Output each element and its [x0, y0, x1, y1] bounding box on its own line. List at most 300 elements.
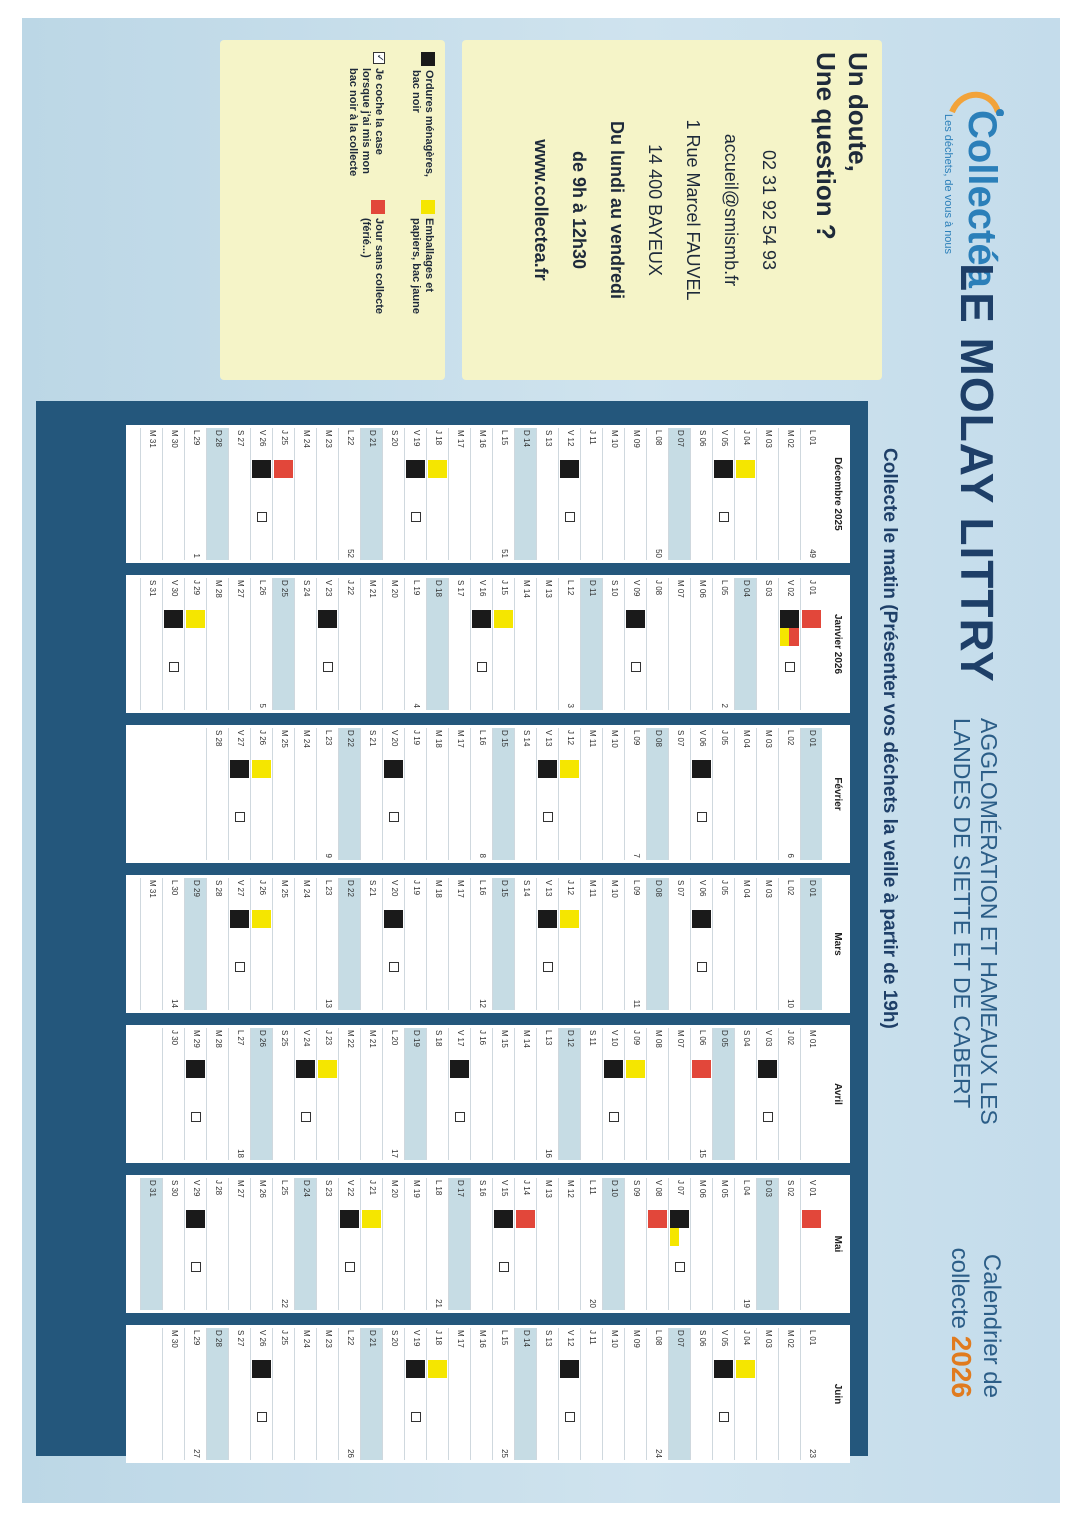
day-row [734, 878, 756, 1010]
day-label: M 25 [280, 730, 289, 748]
day-row [272, 1028, 294, 1160]
day-row [140, 428, 162, 560]
black-bin-mark [230, 760, 249, 778]
day-row [580, 578, 602, 710]
day-list [140, 1178, 822, 1310]
day-row [580, 1028, 602, 1160]
day-row [668, 1178, 690, 1310]
day-row [624, 578, 646, 710]
day-label: J 26 [258, 880, 267, 896]
day-row [294, 1328, 316, 1460]
logo-word: Collectéa [960, 110, 1004, 288]
day-label: M 11 [588, 730, 597, 748]
day-label: J 28 [214, 1180, 223, 1196]
week-number: 22 [280, 1299, 289, 1308]
day-row [536, 1328, 558, 1460]
day-row [756, 1328, 778, 1460]
yellow-bin-mark [318, 1060, 337, 1078]
day-label: S 24 [302, 580, 311, 597]
legend-red [359, 200, 385, 328]
day-label: L 23 [324, 880, 333, 896]
black-bin-mark [538, 760, 557, 778]
day-label: L 06 [698, 1030, 707, 1046]
day-row [272, 428, 294, 560]
legend-red-text: Jour sans collecte (férié...) [360, 218, 385, 314]
black-bin-mark [186, 1060, 205, 1078]
day-row [250, 1328, 272, 1460]
day-label: M 04 [742, 730, 751, 748]
day-row [206, 1028, 228, 1160]
day-label: M 13 [544, 580, 553, 598]
day-row [228, 1028, 250, 1160]
day-label: V 05 [720, 1330, 729, 1347]
day-row [426, 728, 448, 860]
day-row [272, 878, 294, 1010]
question-line-1: Un doute, [843, 52, 873, 172]
yellow-bin-mark [670, 1228, 679, 1246]
day-row [800, 428, 822, 560]
day-label: J 19 [412, 730, 421, 746]
day-label: S 21 [368, 880, 377, 897]
collection-checkbox[interactable] [543, 812, 553, 822]
holiday-mark [648, 1210, 667, 1228]
yellow-bin-mark [362, 1210, 381, 1228]
week-number: 49 [808, 549, 817, 558]
collection-checkbox[interactable] [169, 662, 179, 672]
day-label: M 31 [148, 430, 157, 448]
day-label: M 20 [390, 1180, 399, 1198]
day-row [646, 428, 668, 560]
day-row [602, 1178, 624, 1310]
week-number: 11 [632, 999, 641, 1008]
collection-checkbox[interactable] [697, 962, 707, 972]
rotated-page [22, 18, 1060, 1503]
day-label: M 24 [302, 1330, 311, 1348]
day-row [184, 1028, 206, 1160]
day-label: S 17 [456, 580, 465, 597]
day-row [360, 1328, 382, 1460]
black-bin-mark [692, 910, 711, 928]
calendar-grid [36, 401, 868, 1456]
day-row [316, 1028, 338, 1160]
collection-checkbox[interactable] [301, 1112, 311, 1122]
day-row [272, 1328, 294, 1460]
day-row [316, 1328, 338, 1460]
day-row [382, 878, 404, 1010]
day-label: S 31 [148, 580, 157, 597]
day-row [426, 428, 448, 560]
black-bin-mark [494, 1210, 513, 1228]
day-row [382, 1028, 404, 1160]
yellow-bin-mark [252, 910, 271, 928]
week-number: 20 [588, 1299, 597, 1308]
day-row [382, 428, 404, 560]
day-row [668, 1328, 690, 1460]
day-row [646, 1028, 668, 1160]
collection-checkbox[interactable] [763, 1112, 773, 1122]
week-number: 52 [346, 549, 355, 558]
day-label: M 03 [764, 880, 773, 898]
day-label: L 30 [170, 880, 179, 896]
day-label: S 30 [170, 1180, 179, 1197]
day-row [316, 878, 338, 1010]
day-label: M 07 [676, 1030, 685, 1048]
day-row [602, 428, 624, 560]
collection-checkbox[interactable] [785, 662, 795, 672]
contact-email: accueil@smismb.fr [721, 133, 741, 287]
black-bin-mark [538, 910, 557, 928]
day-label: J 04 [742, 430, 751, 446]
day-row [272, 578, 294, 710]
day-label: V 10 [610, 1030, 619, 1047]
day-label: M 09 [632, 430, 641, 448]
collection-checkbox[interactable] [323, 662, 333, 672]
day-row [778, 428, 800, 560]
calendar-year: 2026 [946, 1335, 977, 1398]
day-row [206, 1328, 228, 1460]
day-row [536, 578, 558, 710]
day-row [338, 1328, 360, 1460]
black-bin-mark [692, 760, 711, 778]
day-row [162, 1178, 184, 1310]
day-row [492, 878, 514, 1010]
contact-phone: 02 31 92 54 93 [759, 149, 779, 271]
black-bin-mark [230, 910, 249, 928]
day-row [778, 1028, 800, 1160]
day-label: M 10 [610, 1330, 619, 1348]
day-label: S 23 [324, 1180, 333, 1197]
day-row [228, 1328, 250, 1460]
day-label: D 11 [588, 580, 597, 597]
collection-checkbox[interactable] [543, 962, 553, 972]
day-row [558, 1328, 580, 1460]
day-label: M 22 [346, 1030, 355, 1048]
day-label: L 11 [588, 1180, 597, 1195]
day-label: V 20 [390, 730, 399, 747]
day-list [140, 878, 822, 1010]
day-label: M 27 [236, 1180, 245, 1198]
day-row [778, 578, 800, 710]
day-row [800, 728, 822, 860]
yellow-bin-mark [736, 1360, 755, 1378]
day-label: S 21 [368, 730, 377, 747]
day-row [580, 728, 602, 860]
day-label: D 01 [808, 880, 817, 897]
day-row [624, 1328, 646, 1460]
day-label: M 01 [808, 1030, 817, 1048]
legend-panel [220, 40, 445, 380]
day-label: V 06 [698, 880, 707, 897]
day-label: J 05 [720, 730, 729, 746]
day-row [162, 578, 184, 710]
day-label: V 16 [478, 580, 487, 597]
day-list [162, 1028, 822, 1160]
day-label: D 18 [434, 580, 443, 597]
legend-black-text: Ordures ménagères, bac noir [410, 70, 435, 177]
holiday-mark [692, 1060, 711, 1078]
day-row [602, 578, 624, 710]
black-bin-mark [318, 610, 337, 628]
day-label: M 28 [214, 580, 223, 598]
day-row [404, 578, 426, 710]
day-row [294, 1178, 316, 1310]
collection-checkbox[interactable] [191, 1112, 201, 1122]
day-row [294, 1028, 316, 1160]
day-label: M 31 [148, 880, 157, 898]
day-label: D 08 [654, 880, 663, 897]
day-label: S 09 [632, 1180, 641, 1197]
week-number: 9 [324, 853, 333, 858]
collection-checkbox[interactable] [411, 1412, 421, 1422]
yellow-bin-mark [494, 610, 513, 628]
day-row [294, 728, 316, 860]
day-row [514, 1178, 536, 1310]
collection-checkbox[interactable] [631, 662, 641, 672]
day-label: V 20 [390, 880, 399, 897]
day-label: M 29 [192, 1030, 201, 1048]
day-label: J 18 [434, 1330, 443, 1346]
day-label: L 09 [632, 730, 641, 746]
day-label: M 03 [764, 430, 773, 448]
day-label: D 01 [808, 730, 817, 747]
week-number: 50 [654, 549, 663, 558]
collection-note: Collecte le matin (Présenter vos déchets la veille à partir de 19h) [879, 448, 900, 1029]
week-number: 13 [324, 999, 333, 1008]
day-row [580, 1328, 602, 1460]
collection-checkbox[interactable] [411, 512, 421, 522]
day-label: L 29 [192, 430, 201, 446]
day-label: J 22 [346, 580, 355, 596]
day-label: J 30 [170, 1030, 179, 1046]
collection-checkbox[interactable] [235, 812, 245, 822]
day-label: J 05 [720, 880, 729, 896]
day-row [404, 428, 426, 560]
day-row [338, 578, 360, 710]
black-bin-mark [560, 1360, 579, 1378]
day-row [426, 1178, 448, 1310]
day-row [448, 428, 470, 560]
month-name: Mai [832, 1235, 843, 1253]
day-label: V 08 [654, 1180, 663, 1197]
day-label: D 05 [720, 1030, 729, 1047]
week-number: 1 [192, 553, 201, 558]
collection-checkbox[interactable] [257, 512, 267, 522]
day-row [272, 1178, 294, 1310]
day-label: D 26 [258, 1030, 267, 1047]
contact-lines [522, 40, 788, 380]
collection-checkbox[interactable] [675, 1262, 685, 1272]
day-label: V 01 [808, 1180, 817, 1197]
day-row [492, 428, 514, 560]
day-label: L 08 [654, 1330, 663, 1346]
day-label: M 20 [390, 580, 399, 598]
day-row [338, 728, 360, 860]
black-bin-mark [758, 1060, 777, 1078]
collection-checkbox[interactable] [235, 962, 245, 972]
day-row [646, 878, 668, 1010]
day-row [316, 728, 338, 860]
day-row [558, 1028, 580, 1160]
collection-checkbox[interactable] [191, 1262, 201, 1272]
day-row [338, 878, 360, 1010]
contact-panel [462, 40, 882, 380]
day-label: S 06 [698, 1330, 707, 1347]
holiday-mark [802, 610, 821, 628]
day-row [712, 878, 734, 1010]
day-row [184, 578, 206, 710]
day-label: M 08 [654, 1030, 663, 1048]
day-row [426, 1028, 448, 1160]
day-label: M 27 [236, 580, 245, 598]
collection-checkbox[interactable] [565, 512, 575, 522]
day-row [448, 1178, 470, 1310]
day-label: M 28 [214, 1030, 223, 1048]
day-row [778, 878, 800, 1010]
question-line-2: Une question ? [811, 52, 841, 240]
black-bin-mark [296, 1060, 315, 1078]
month-name: Décembre 2025 [832, 457, 843, 531]
day-label: L 23 [324, 730, 333, 746]
day-label: J 16 [478, 1030, 487, 1046]
week-number: 26 [346, 1449, 355, 1458]
day-label: S 13 [544, 430, 553, 447]
day-row [382, 1178, 404, 1310]
day-label: M 10 [610, 730, 619, 748]
day-label: L 22 [346, 430, 355, 446]
day-label: D 21 [368, 430, 377, 447]
day-label: M 24 [302, 730, 311, 748]
collection-checkbox[interactable] [477, 662, 487, 672]
yellow-swatch-icon [421, 200, 435, 214]
day-label: M 14 [522, 580, 531, 598]
black-bin-mark [186, 1210, 205, 1228]
day-label: S 07 [676, 880, 685, 897]
day-row [602, 1028, 624, 1160]
day-label: V 27 [236, 730, 245, 747]
day-label: M 10 [610, 880, 619, 898]
day-row [382, 728, 404, 860]
day-label: J 29 [192, 580, 201, 596]
day-row [470, 1028, 492, 1160]
day-label: J 12 [566, 880, 575, 896]
day-row [536, 1178, 558, 1310]
day-label: V 19 [412, 430, 421, 447]
collection-checkbox[interactable] [455, 1112, 465, 1122]
black-bin-mark [406, 1360, 425, 1378]
day-row [492, 1028, 514, 1160]
day-row [668, 428, 690, 560]
day-row [536, 878, 558, 1010]
day-row [272, 728, 294, 860]
day-label: L 19 [412, 580, 421, 596]
collection-checkbox[interactable] [389, 812, 399, 822]
collection-checkbox[interactable] [697, 812, 707, 822]
collection-checkbox[interactable] [565, 1412, 575, 1422]
collection-checkbox[interactable] [609, 1112, 619, 1122]
week-number: 21 [434, 1299, 443, 1308]
day-row [448, 1328, 470, 1460]
day-row [558, 428, 580, 560]
day-row [646, 1328, 668, 1460]
day-row [206, 878, 228, 1010]
day-label: L 26 [258, 580, 267, 596]
day-row [184, 428, 206, 560]
day-list [140, 428, 822, 560]
day-row [250, 728, 272, 860]
day-label: J 26 [258, 730, 267, 746]
day-label: V 02 [786, 580, 795, 597]
day-row [426, 878, 448, 1010]
month-column [126, 1325, 850, 1463]
week-number: 25 [500, 1449, 509, 1458]
month-column [126, 425, 850, 563]
day-row [690, 578, 712, 710]
day-row [162, 1328, 184, 1460]
collection-checkbox[interactable] [499, 1262, 509, 1272]
week-number: 12 [478, 999, 487, 1008]
day-row [470, 1178, 492, 1310]
day-row [558, 1178, 580, 1310]
collection-checkbox[interactable] [719, 1412, 729, 1422]
black-bin-mark [252, 1360, 271, 1378]
collection-checkbox[interactable] [389, 962, 399, 972]
day-label: S 20 [390, 430, 399, 447]
day-row [646, 728, 668, 860]
day-row [536, 1028, 558, 1160]
day-row [360, 728, 382, 860]
week-number: 23 [808, 1449, 817, 1458]
day-row [778, 1178, 800, 1310]
day-label: M 03 [764, 1330, 773, 1348]
day-label: L 01 [808, 430, 817, 446]
day-row [712, 428, 734, 560]
day-row [602, 728, 624, 860]
day-row [206, 428, 228, 560]
month-column [126, 875, 850, 1013]
day-label: M 17 [456, 430, 465, 448]
day-label: J 11 [588, 1330, 597, 1345]
day-label: J 25 [280, 430, 289, 446]
collection-checkbox[interactable] [345, 1262, 355, 1272]
legend-yellow [409, 200, 435, 328]
day-label: M 30 [170, 1330, 179, 1348]
collection-checkbox[interactable] [719, 512, 729, 522]
checkbox-icon: ✓ [374, 53, 385, 63]
day-row [800, 578, 822, 710]
day-row [338, 1028, 360, 1160]
month-name: Juin [832, 1383, 843, 1405]
day-row [470, 1328, 492, 1460]
collection-checkbox[interactable] [257, 1412, 267, 1422]
day-label: S 02 [786, 1180, 795, 1197]
day-label: M 24 [302, 880, 311, 898]
day-label: V 05 [720, 430, 729, 447]
calendar-label [944, 1208, 1006, 1398]
day-row [162, 878, 184, 1010]
day-label: V 12 [566, 430, 575, 447]
day-label: S 04 [742, 1030, 751, 1047]
day-row [778, 1328, 800, 1460]
week-number: 4 [412, 703, 421, 708]
yellow-bin-mark [560, 910, 579, 928]
week-number: 18 [236, 1149, 245, 1158]
day-label: J 18 [434, 430, 443, 446]
day-label: L 04 [742, 1180, 751, 1196]
day-row [206, 578, 228, 710]
yellow-bin-mark [560, 760, 579, 778]
day-row [206, 728, 228, 860]
day-label: S 13 [544, 1330, 553, 1347]
